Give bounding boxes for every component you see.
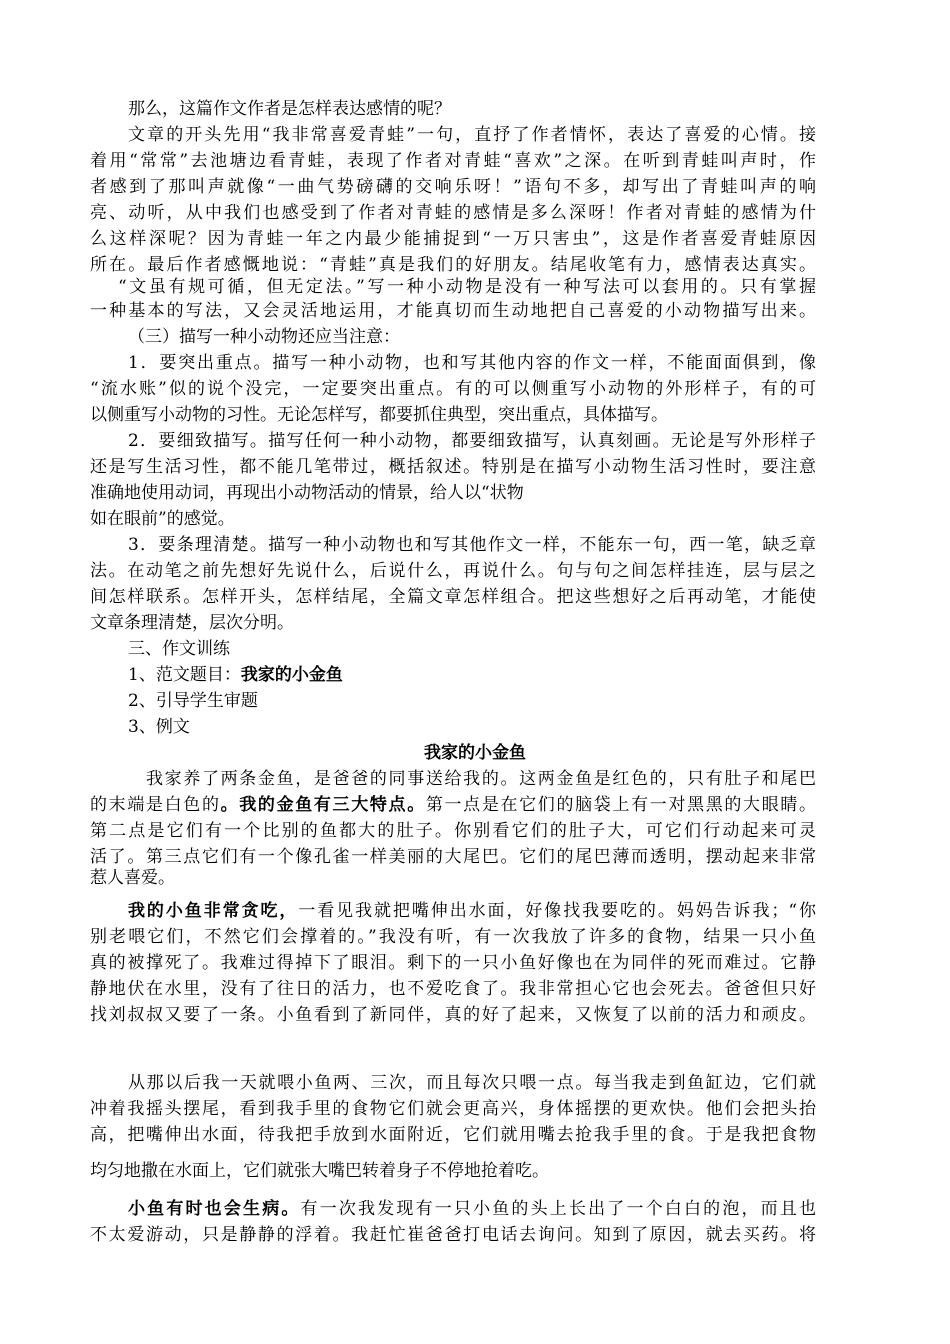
essay-line: 别老喂它们，不然它们会撑着的。”我没有听，有一次我放了许多的食物，结果一只小鱼 — [90, 927, 816, 947]
text-line: 如在眼前”的感觉。 — [90, 509, 235, 529]
essay-line: 我家养了两条金鱼，是爸爸的同事送给我的。这两金鱼是红色的，只有肚子和尾巴 — [146, 769, 816, 789]
essay-text: 有一次我发现有一只小鱼的头上长出了一个白白的泡，而且也 — [300, 1199, 816, 1219]
text-line: 3、例文 — [128, 717, 190, 737]
essay-line: 静地伏在水里，没有了往日的活力，也不爱吃食了。我非常担心它也会死去。爸爸但只好 — [90, 979, 816, 999]
text-line: 亮、动听，从中我们也感受到了作者对青蛙的感情是多么深呀！作者对青蛙的感情为什 — [90, 203, 816, 223]
text-line: 2、引导学生审题 — [128, 691, 258, 711]
text-line: 文章条理清楚，层次分明。 — [90, 613, 294, 633]
essay-line: 找刘叔叔又要了一条。小鱼看到了新同伴，真的好了起来，又恢复了以前的活力和顽皮。 — [90, 1005, 816, 1025]
text-line: 文章的开头先用“我非常喜爱青蛙”一句，直抒了作者情怀，表达了喜爱的心情。接 — [128, 125, 816, 145]
essay-line: 均匀地撒在水面上，它们就张大嘴巴转着身子不停地抢着吃。 — [90, 1161, 549, 1181]
essay-emphasis: 。我的金鱼有三大特点。 — [220, 795, 426, 815]
text-line: 以侧重写小动物的习性。无论怎样写，都要抓住典型，突出重点，具体描写。 — [90, 405, 668, 425]
topic-title: 我家的小金鱼 — [240, 665, 343, 685]
topic-line — [128, 662, 728, 688]
text-line: 者感到了那叫声就像“一曲气势磅礴的交响乐呀！”语句不多，却写出了青蛙叫声的响 — [90, 177, 816, 197]
essay-text: 的末端是白色的 — [90, 795, 221, 815]
text-line: 1．要突出重点。描写一种小动物，也和写其他内容的作文一样，不能面面俱到，像 — [128, 353, 816, 373]
section-heading: 三、作文训练 — [128, 639, 230, 659]
text-line: 准确地使用动词，再现出小动物活动的情景，给人以“状物 — [90, 483, 524, 503]
essay-line — [90, 792, 816, 818]
text-line: 那么，这篇作文作者是怎样表达感情的呢？ — [128, 99, 451, 119]
text-line: 2．要细致描写。描写任何一种小动物，都要细致描写，认真刻画。无论是写外形样子 — [128, 431, 816, 451]
text-line: 3．要条理清楚。描写一种小动物也和写其他作文一样，不能东一句，西一笔，缺乏章 — [128, 535, 816, 555]
essay-line: 惹人喜爱。 — [90, 868, 175, 888]
essay-emphasis: 我的小鱼非常贪吃， — [128, 901, 299, 921]
text-line: 所在。最后作者感慨地说：“青蛙”真是我们的好朋友。结尾收笔有力，感情表达真实。 — [90, 255, 816, 275]
essay-line: 高，把嘴伸出水面，待我把手放到水面附近，它们就用嘴去抢我手里的食。于是我把食物 — [90, 1125, 816, 1145]
text-line: 一种基本的写法，又会灵活地运用，才能真切而生动地把自己喜爱的小动物描写出来。 — [90, 301, 816, 321]
text-line: （三）描写一种小动物还应当注意： — [128, 327, 400, 347]
text-line: 间怎样联系。怎样开头，怎样结尾，全篇文章怎样组合。把这些想好之后再动笔，才能使 — [90, 587, 816, 607]
text-line: “流水账”似的说个没完，一定要突出重点。有的可以侧重写小动物的外形样子，有的可 — [90, 379, 816, 399]
essay-title: 我家的小金鱼 — [424, 743, 526, 763]
text-line: 还是写生活习性，都不能几笔带过，概括叙述。特别是在描写小动物生活习性时，要注意 — [90, 457, 816, 477]
essay-line: 从那以后我一天就喂小鱼两、三次，而且每次只喂一点。每当我走到鱼缸边，它们就 — [128, 1073, 816, 1093]
essay-line: 真的被撑死了。我难过得掉下了眼泪。剩下的一只小鱼好像也在为同伴的死而难过。它静 — [90, 953, 816, 973]
essay-line: 第二点是它们有一个比别的鱼都大的肚子。你别看它们的肚子大，可它们行动起来可灵 — [90, 821, 816, 841]
essay-line — [128, 1196, 816, 1222]
text-line: 么这样深呢？因为青蛙一年之内最少能捕捉到“一万只害虫”，这是作者喜爱青蛙原因 — [90, 229, 816, 249]
essay-line: 不太爱游动，只是静静的浮着。我赶忙崔爸爸打电话去询问。知到了原因，就去买药。将 — [90, 1225, 816, 1245]
topic-label: 1、范文题目： — [128, 665, 241, 685]
essay-emphasis: 小鱼有时也会生病。 — [128, 1199, 301, 1219]
essay-line: 活了。第三点它们有一个像孔雀一样美丽的大尾巴。它们的尾巴薄而透明，摆动起来非常 — [90, 847, 816, 867]
text-line: 着用“常常”去池塘边看青蛙，表现了作者对青蛙“喜欢”之深。在听到青蛙叫声时，作 — [90, 151, 816, 171]
essay-line: 冲着我摇头摆尾，看到我手里的食物它们就会更高兴，身体摇摆的更欢快。他们会把头抬 — [90, 1099, 816, 1119]
text-line: “文虽有规可循，但无定法。”写一种小动物是没有一种写法可以套用的。只有掌握 — [118, 277, 816, 297]
essay-line — [128, 898, 816, 924]
essay-text: 第一点是在它们的脑袋上有一对黑黑的大眼睛。 — [425, 795, 816, 815]
text-line: 法。在动笔之前先想好先说什么，后说什么，再说什么。句与句之间怎样挂连，层与层之 — [90, 561, 816, 581]
essay-text: 一看见我就把嘴伸出水面，好像找我要吃的。妈妈告诉我；“你 — [298, 901, 816, 921]
